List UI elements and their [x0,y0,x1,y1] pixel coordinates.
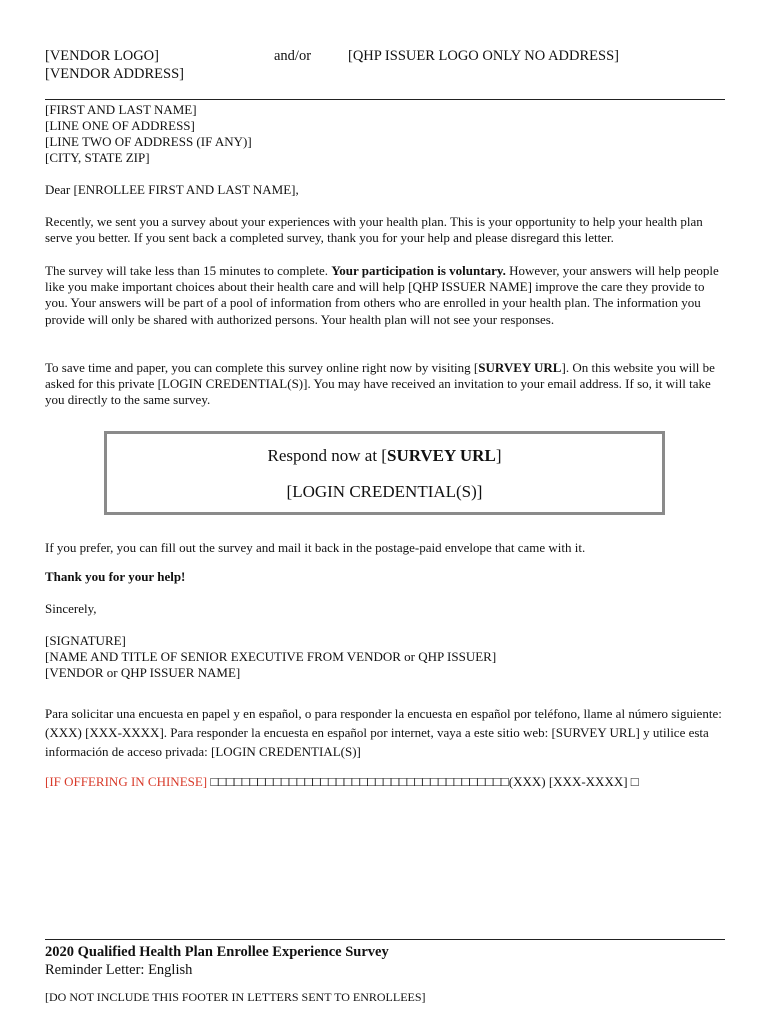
online-survey-url-bold: SURVEY URL [478,360,562,375]
paragraph-intro: Recently, we sent you a survey about your experiences with your health plan. This is your opportunity to help your health plan serve you better. If you sent back a completed survey, thank you for your help and please disregard this letter. [45,214,703,246]
recipient-address-line1: [LINE ONE OF ADDRESS] [45,118,195,133]
footer-title-bold: 2020 Qualified Health Plan Enrollee Experience Survey [45,944,389,960]
recipient-city-state-zip: [CITY, STATE ZIP] [45,150,150,165]
spanish-instructions: Para solicitar una encuesta en papel y en español, o para responder la encuesta en español por teléfono, llame al número siguiente: (XXX) [XXX-XXXX]. Para responder la encuesta en español por internet, vaya a este sitio web: [SURVEY URL] y utilice esta información de acceso privada: [LOGIN CREDENTIAL(S)] [45,706,722,759]
respond-now-survey-url: SURVEY URL [386,446,496,465]
participation-voluntary-bold: Your participation is voluntary. [331,263,506,278]
recipient-address-line2: [LINE TWO OF ADDRESS (IF ANY)] [45,134,252,149]
qhp-logo-placeholder: [QHP ISSUER LOGO ONLY NO ADDRESS] [348,48,619,64]
header-divider [45,99,725,100]
respond-now-prefix: Respond now at [ [267,446,387,465]
footer-subtitle: Reminder Letter: English [45,962,193,978]
salutation: Dear [ENROLLEE FIRST AND LAST NAME], [45,182,299,197]
closing-sincerely: Sincerely, [45,601,97,616]
online-text-start: To save time and paper, you can complete this survey online right now by visiting [ [45,360,479,375]
and-or-text: and/or [274,48,312,64]
recipient-name: [FIRST AND LAST NAME] [45,102,197,117]
thank-you-bold: Thank you for your help! [45,569,186,584]
thank-you-text [45,569,185,585]
vendor-address-placeholder: [VENDOR ADDRESS] [45,66,184,82]
participation-text-rest: However, your answers will help people like you make important choices about their health care and will help [QHP ISSUER NAME] improve the care they provide to you. Your answers will be part of a pool of information from others who are enrolled in your health plan. The information you provide will only be shared with authorized persons. Your health plan will not see your responses. [45,263,719,327]
signatory-name-title: [NAME AND TITLE OF SENIOR EXECUTIVE FROM VENDOR or QHP ISSUER] [45,649,497,664]
respond-now-line [107,446,662,466]
signatory-organization: [VENDOR or QHP ISSUER NAME] [45,665,241,680]
chinese-instructions [45,774,639,790]
chinese-offering-label: [IF OFFERING IN CHINESE] [45,774,208,789]
paragraph-mail-option: If you prefer, you can fill out the survey and mail it back in the postage-paid envelope that came with it. [45,540,586,555]
online-text-rest: ]. On this website you will be asked for this private [LOGIN CREDENTIAL(S)]. You may have received an invitation to your email address. If so, it will take you directly to the same survey. [45,360,715,408]
footer-note: [DO NOT INCLUDE THIS FOOTER IN LETTERS SENT TO ENROLLEES] [45,990,426,1004]
respond-now-callout-box [104,431,665,515]
footer-divider [45,939,725,940]
login-credentials-line: [LOGIN CREDENTIAL(S)] [286,482,483,501]
respond-now-suffix: ] [495,446,502,465]
vendor-logo-placeholder: [VENDOR LOGO] [45,48,159,64]
paragraph-online-option [45,360,725,409]
paragraph-participation [45,263,725,328]
participation-text-start: The survey will take less than 15 minutes to complete. [45,263,332,278]
footer-title [45,943,389,961]
signature-placeholder: [SIGNATURE] [45,633,126,648]
chinese-instructions-text: □□□□□□□□□□□□□□□□□□□□□□□□□□□□□□□□□□□□□□(XXX) [XXX-XXXX] □ [210,774,639,789]
